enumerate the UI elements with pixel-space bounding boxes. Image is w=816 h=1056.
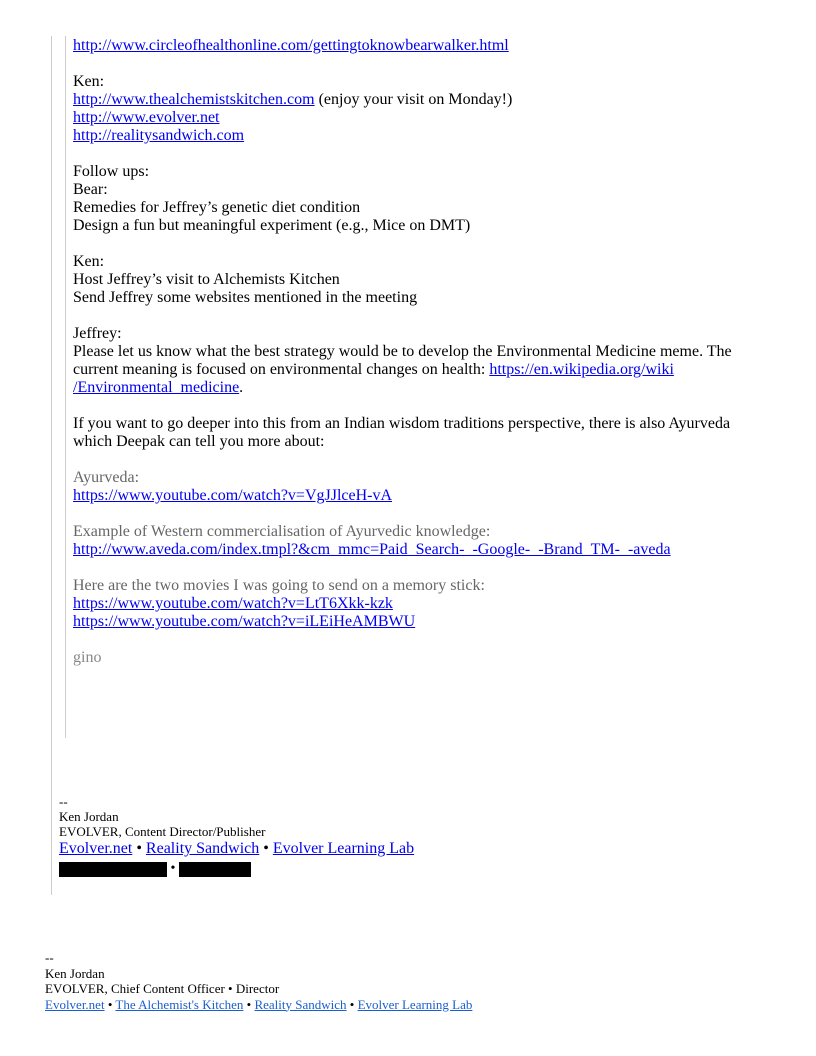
ayurveda-video-link[interactable]: https://www.youtube.com/watch?v=VgJJlceH-vA <box>73 487 393 504</box>
signature-name: Ken Jordan <box>45 965 105 981</box>
redacted-line: • <box>59 860 414 877</box>
signature-dashes: -- <box>59 794 68 809</box>
outer-quote-bar <box>51 36 52 895</box>
sig-learning-lab-link[interactable]: Evolver Learning Lab <box>272 840 415 857</box>
signature-links: Evolver.net • Reality Sandwich • Evolver Learning Lab <box>59 840 415 857</box>
visit-note: (enjoy your visit on Monday!) <box>314 91 513 108</box>
jeffrey-label: Jeffrey: <box>73 325 122 342</box>
sig-reality-sandwich-link[interactable]: Reality Sandwich <box>145 840 260 857</box>
followups-title: Follow ups: <box>73 163 150 180</box>
sender-sign: gino <box>73 649 102 666</box>
signature-dashes: -- <box>45 950 54 965</box>
inner-quote-bar <box>65 36 66 738</box>
aveda-link[interactable]: http://www.aveda.com/index.tmpl?&cm_mmc=Paid_Search-_-Google-_-Brand_TM-_-aveda <box>73 541 671 558</box>
movie-link-1[interactable]: https://www.youtube.com/watch?v=LtT6Xkk-kzk <box>73 595 393 612</box>
reality-sandwich-link[interactable]: http://realitysandwich.com <box>73 127 245 144</box>
bear-item: Design a fun but meaningful experiment (e.g., Mice on DMT) <box>73 217 471 234</box>
evolver-link[interactable]: http://www.evolver.net <box>73 109 220 126</box>
ayurveda-label: Ayurveda: <box>73 469 140 486</box>
circle-of-health-link[interactable]: http://www.circleofhealthonline.com/gettingtoknowbearwalker.html <box>73 37 509 54</box>
signature-block-2 <box>45 950 472 1012</box>
movies-label: Here are the two movies I was going to send on a memory stick: <box>73 577 485 594</box>
quoted-message-body <box>73 37 753 667</box>
ken-item: Send Jeffrey some websites mentioned in the meeting <box>73 289 418 306</box>
redaction-box <box>59 862 167 877</box>
signature-block-1 <box>59 794 414 877</box>
alchemists-kitchen-link[interactable]: http://www.thealchemistskitchen.com <box>73 91 315 108</box>
signature-links: Evolver.net • The Alchemist's Kitchen • Reality Sandwich • Evolver Learning Lab <box>45 996 473 1012</box>
sig-evolver-link[interactable]: Evolver.net <box>59 840 133 857</box>
ken-followup-label: Ken: <box>73 253 105 270</box>
sig2-reality-sandwich-link[interactable]: Reality Sandwich <box>254 996 347 1012</box>
jeffrey-text: Please let us know what the best strategy would be to develop the Environmental Medicine meme. The current meaning is focused on environmental changes on health: https://en.wikipedia.org/wiki /Environmental_medicine. <box>73 343 732 396</box>
ken-label: Ken: <box>73 73 105 90</box>
signature-title: EVOLVER, Chief Content Officer • Director <box>45 981 280 996</box>
signature-title: EVOLVER, Content Director/Publisher <box>59 824 266 839</box>
western-label: Example of Western commercialisation of Ayurvedic knowledge: <box>73 523 491 540</box>
movie-link-2[interactable]: https://www.youtube.com/watch?v=iLEiHeAMBWU <box>73 613 416 630</box>
redaction-box <box>179 862 251 877</box>
signature-name: Ken Jordan <box>59 809 119 824</box>
bear-item: Remedies for Jeffrey’s genetic diet condition <box>73 199 361 216</box>
ken-item: Host Jeffrey’s visit to Alchemists Kitchen <box>73 271 340 288</box>
ayurveda-intro: If you want to go deeper into this from an Indian wisdom traditions perspective, there is also Ayurveda which Deepak can tell you more about: <box>73 415 731 450</box>
sig2-alchemists-kitchen-link[interactable]: The Alchemist's Kitchen <box>115 996 244 1012</box>
sig2-evolver-link[interactable]: Evolver.net <box>45 996 105 1012</box>
sig2-learning-lab-link[interactable]: Evolver Learning Lab <box>357 996 473 1012</box>
wikipedia-link[interactable]: https://en.wikipedia.org/wiki /Environmental_medicine <box>73 361 674 396</box>
bear-label: Bear: <box>73 181 108 198</box>
